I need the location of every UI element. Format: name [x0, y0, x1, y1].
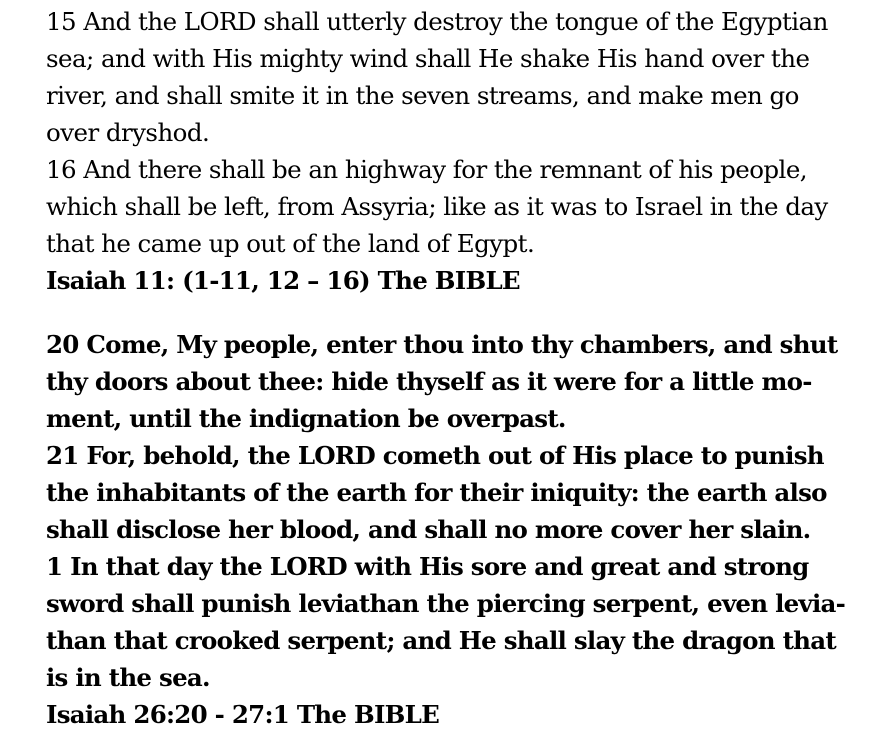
- verse-line: 20 Come, My people, enter thou into thy chambers, and shut: [46, 330, 838, 359]
- paragraph-gap: [46, 299, 869, 326]
- verse-line: the inhabitants of the earth for their iniquity: the earth also: [46, 478, 827, 507]
- scripture-reference: Isaiah 11: (1-11, 12 – 16) The BIBLE: [46, 266, 520, 295]
- verse-line: 21 For, behold, the LORD cometh out of His place to punish: [46, 441, 824, 470]
- verse-line: than that crooked serpent; and He shall slay the dragon that: [46, 626, 836, 655]
- verse-line: ment, until the indignation be overpast.: [46, 404, 566, 433]
- verse-line: which shall be left, from Assyria; like as it was to Israel in the day: [46, 192, 828, 221]
- verse-line: over dryshod.: [46, 118, 210, 147]
- passage-isaiah-26-27: [46, 326, 869, 733]
- verse-line: sea; and with His mighty wind shall He shake His hand over the: [46, 44, 810, 73]
- verse-line: sword shall punish leviathan the piercing serpent, even levia-: [46, 589, 846, 618]
- scripture-reference: Isaiah 26:20 - 27:1 The BIBLE: [46, 700, 440, 729]
- verse-line: 1 In that day the LORD with His sore and great and strong: [46, 552, 809, 581]
- verse-line: 15 And the LORD shall utterly destroy the tongue of the Egyptian: [46, 7, 828, 36]
- verse-line: 16 And there shall be an highway for the remnant of his people,: [46, 155, 808, 184]
- verse-line: that he came up out of the land of Egypt.: [46, 229, 535, 258]
- verse-line: river, and shall smite it in the seven streams, and make men go: [46, 81, 799, 110]
- passage-isaiah-11: [46, 3, 869, 299]
- verse-line: thy doors about thee: hide thyself as it were for a little mo-: [46, 367, 812, 396]
- verse-line: is in the sea.: [46, 663, 210, 692]
- verse-line: shall disclose her blood, and shall no more cover her slain.: [46, 515, 811, 544]
